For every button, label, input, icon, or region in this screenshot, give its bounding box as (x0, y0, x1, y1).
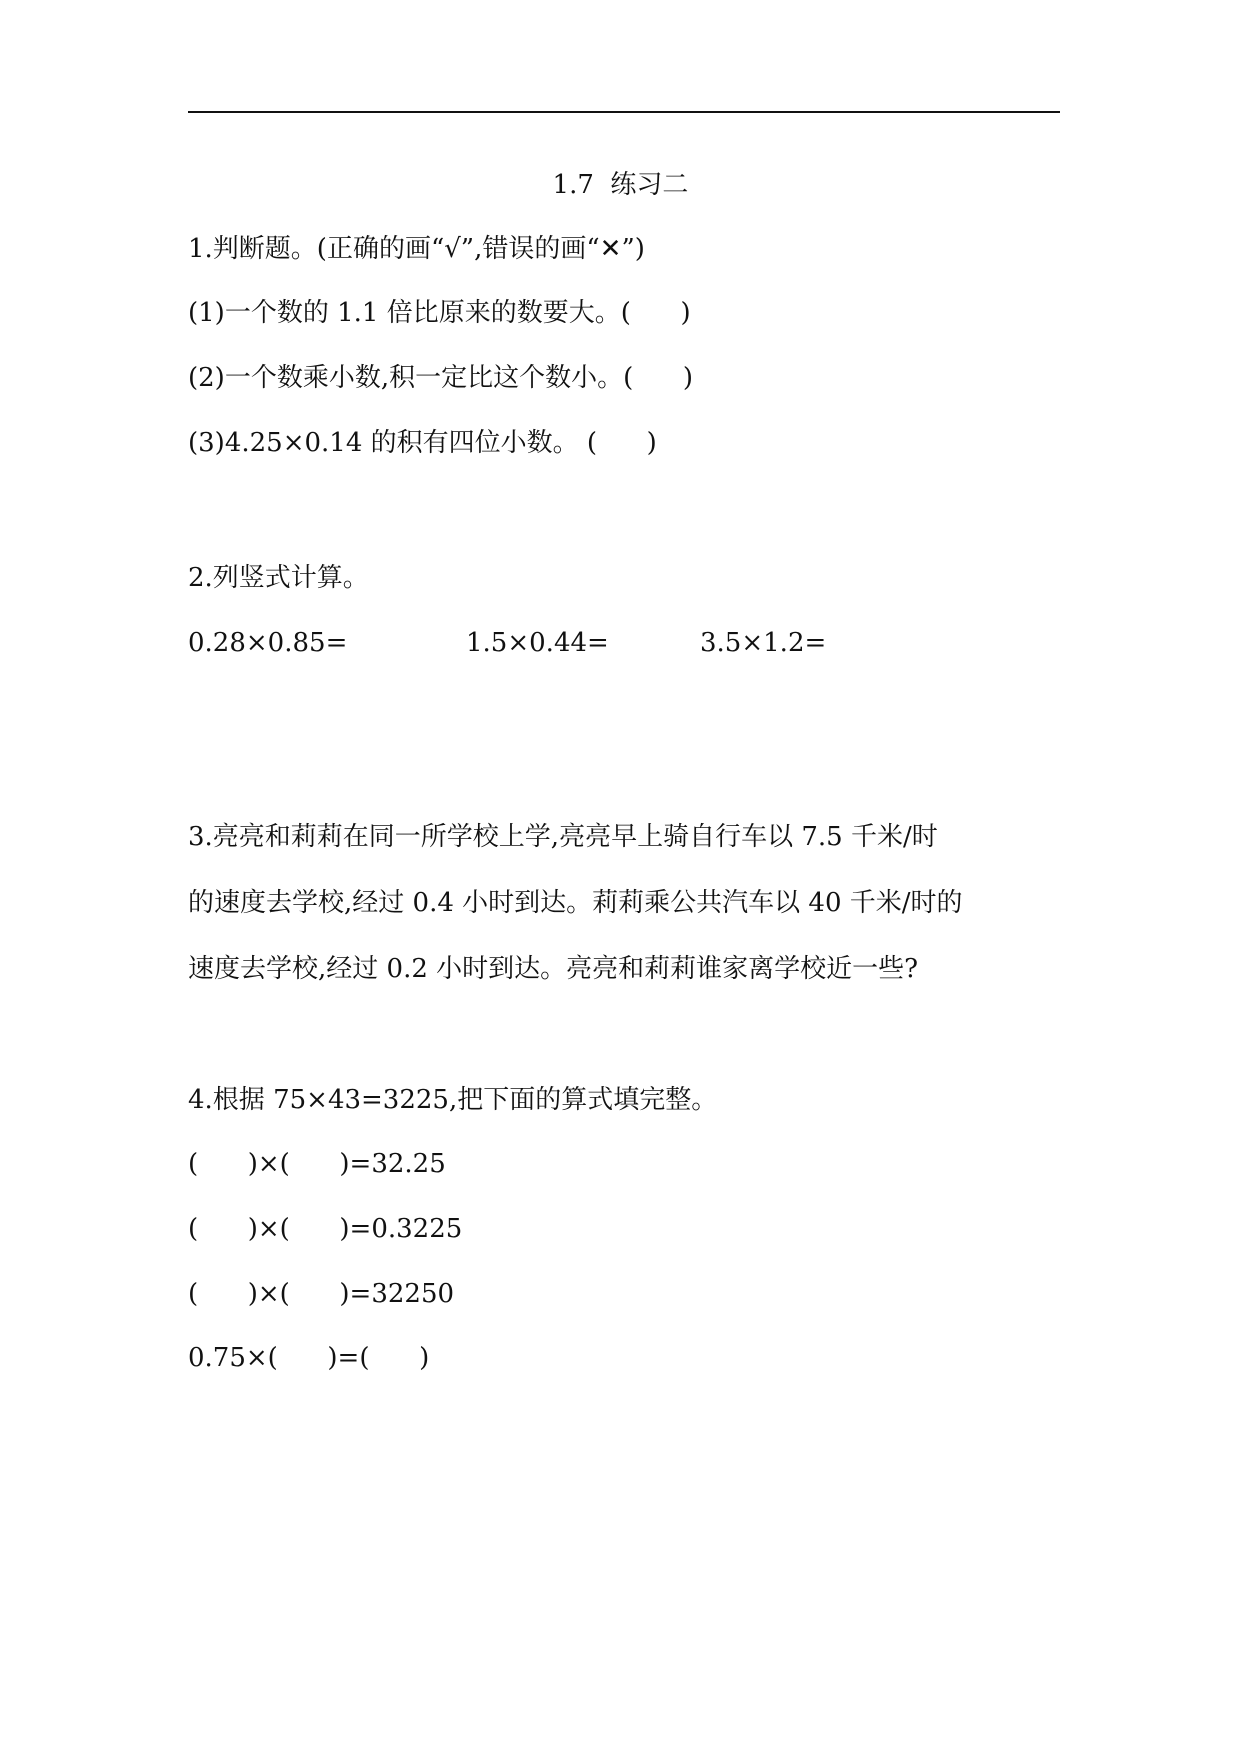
question-4-item-1: ( )×( )=32.25 (188, 1149, 446, 1179)
calc-item-3: 3.5×1.2= (700, 628, 827, 658)
question-1-item-3: (3)4.25×0.14 的积有四位小数。 ( ) (188, 428, 657, 458)
question-3-line-1: 3.亮亮和莉莉在同一所学校上学,亮亮早上骑自行车以 7.5 千米/时 (188, 822, 938, 852)
page-title: 1.7 练习二 (552, 170, 689, 200)
question-2-heading: 2.列竖式计算。 (188, 563, 369, 593)
question-1-item-1: (1)一个数的 1.1 倍比原来的数要大。( ) (188, 298, 691, 328)
question-1-heading: 1.判断题。(正确的画“√”,错误的画“✕”) (188, 234, 645, 264)
question-4-heading: 4.根据 75×43=3225,把下面的算式填完整。 (188, 1085, 718, 1115)
calc-item-2: 1.5×0.44= (466, 628, 609, 658)
calc-item-1: 0.28×0.85= (188, 628, 348, 658)
question-4-item-2: ( )×( )=0.3225 (188, 1214, 463, 1244)
question-3-line-3: 速度去学校,经过 0.2 小时到达。亮亮和莉莉谁家离学校近一些? (188, 954, 919, 984)
question-3-line-2: 的速度去学校,经过 0.4 小时到达。莉莉乘公共汽车以 40 千米/时的 (188, 888, 963, 918)
header-rule (188, 111, 1060, 113)
question-4-item-4: 0.75×( )=( ) (188, 1343, 430, 1373)
question-2-calculations (0, 626, 1241, 660)
question-1-item-2: (2)一个数乘小数,积一定比这个数小。( ) (188, 363, 693, 393)
question-4-item-3: ( )×( )=32250 (188, 1279, 455, 1309)
